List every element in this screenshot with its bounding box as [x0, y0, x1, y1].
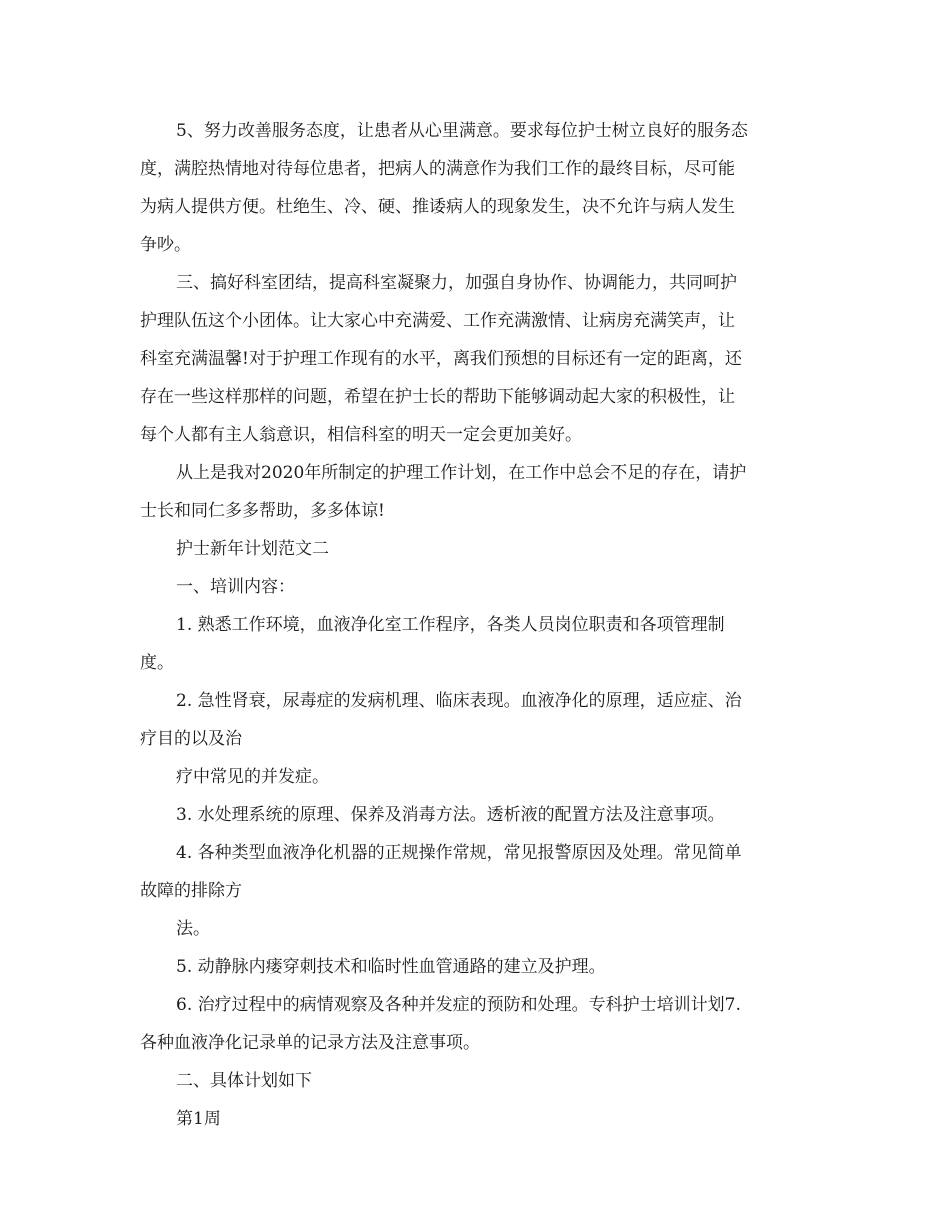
section-heading-sample-two — [140, 530, 810, 568]
section-heading-training-content — [140, 568, 810, 606]
text-line: 疗目的以及治 — [140, 729, 242, 749]
text-line: 1. 熟悉工作环境，血液净化室工作程序，各类人员岗位职责和各项管理制 — [176, 615, 725, 635]
list-item-2-continued — [140, 758, 810, 796]
text-line: 从上是我对2020年所制定的护理工作计划，在工作中总会不足的存在，请护 — [176, 463, 747, 483]
list-item-1 — [140, 606, 810, 682]
text-line: 2. 急性肾衰，尿毒症的发病机理、临床表现。血液净化的原理，适应症、治 — [176, 691, 742, 711]
text-line: 为病人提供方便。杜绝生、冷、硬、推诿病人的现象发生，决不允许与病人发生 — [140, 197, 735, 217]
list-item-5 — [140, 948, 810, 986]
text-line: 第1周 — [176, 1109, 221, 1129]
text-line: 二、具体计划如下 — [176, 1071, 312, 1091]
list-item-2 — [140, 682, 810, 758]
text-line: 5. 动静脉内瘘穿刺技术和临时性血管通路的建立及护理。 — [176, 957, 606, 977]
text-line: 存在一些这样那样的问题，希望在护士长的帮助下能够调动起大家的积极性，让 — [140, 387, 735, 407]
paragraph-service-attitude — [140, 112, 810, 264]
list-item-6 — [140, 986, 810, 1062]
text-line: 度，满腔热情地对待每位患者，把病人的满意作为我们工作的最终目标，尽可能 — [140, 159, 735, 179]
text-line: 士长和同仁多多帮助，多多体谅! — [140, 501, 385, 521]
paragraph-team-unity — [140, 264, 810, 454]
paragraph-conclusion — [140, 454, 810, 530]
section-heading-specific-plan — [140, 1062, 810, 1100]
text-line: 一、培训内容： — [176, 577, 295, 597]
list-item-4-continued — [140, 910, 810, 948]
text-line: 护士新年计划范文二 — [176, 539, 329, 559]
text-line: 3. 水处理系统的原理、保养及消毒方法。透析液的配置方法及注意事项。 — [176, 805, 725, 825]
document-body — [140, 112, 810, 1138]
text-line: 科室充满温馨!对于护理工作现有的水平，离我们预想的目标还有一定的距离，还 — [140, 349, 742, 369]
text-line: 6. 治疗过程中的病情观察及各种并发症的预防和处理。专科护士培训计划7. — [176, 995, 741, 1015]
text-line: 每个人都有主人翁意识，相信科室的明天一定会更加美好。 — [140, 425, 582, 445]
week-heading — [140, 1100, 810, 1138]
text-line: 各种血液净化记录单的记录方法及注意事项。 — [140, 1033, 480, 1053]
text-line: 护理队伍这个小团体。让大家心中充满爱、工作充满激情、让病房充满笑声，让 — [140, 311, 735, 331]
text-line: 疗中常见的并发症。 — [176, 767, 329, 787]
text-line: 故障的排除方 — [140, 881, 242, 901]
text-line: 争吵。 — [140, 235, 191, 255]
text-line: 5、努力改善服务态度，让患者从心里满意。要求每位护士树立良好的服务态 — [176, 121, 748, 141]
text-line: 三、搞好科室团结，提高科室凝聚力，加强自身协作、协调能力，共同呵护 — [176, 273, 737, 293]
list-item-3 — [140, 796, 810, 834]
text-line: 法。 — [176, 919, 210, 939]
text-line: 度。 — [140, 653, 174, 673]
text-line: 4. 各种类型血液净化机器的正规操作常规，常见报警原因及处理。常见简单 — [176, 843, 742, 863]
list-item-4 — [140, 834, 810, 910]
